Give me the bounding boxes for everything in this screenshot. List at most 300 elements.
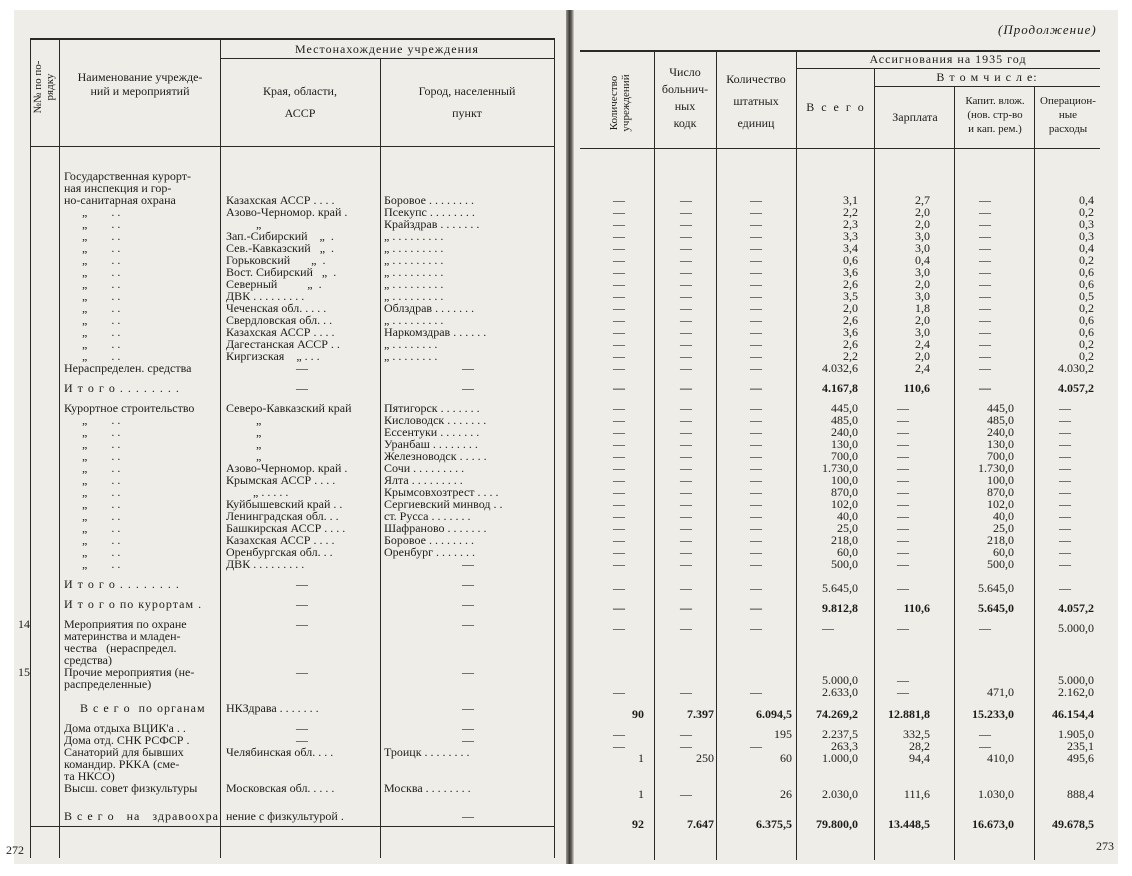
row-capital: 60,0 xyxy=(993,545,1014,559)
row-capital: 1.030,0 xyxy=(978,787,1014,801)
row-operating: — xyxy=(1059,401,1071,415)
row-salary: 3,0 xyxy=(915,241,930,255)
row-region: Челябинская обл. . . . xyxy=(226,745,334,759)
row-name: командир. РККА (сме- xyxy=(64,757,180,771)
row-count: — xyxy=(613,205,625,219)
row-region: „ xyxy=(226,437,262,451)
row-name: „ . . xyxy=(64,325,121,339)
row-operating: — xyxy=(1059,425,1071,439)
row-staff: — xyxy=(750,361,762,375)
row-staff: — xyxy=(750,205,762,219)
row-operating: 4.057,2 xyxy=(1058,601,1094,615)
row-region: Вост. Сибирский „ . xyxy=(226,265,337,279)
row-name: „ . . xyxy=(64,265,121,279)
row-salary: 28,2 xyxy=(909,739,930,753)
row-name: „ . . xyxy=(64,425,121,439)
row-beds: — xyxy=(680,313,692,327)
header-region: Края, области, АССР xyxy=(263,84,337,120)
row-capital: — xyxy=(979,381,991,395)
row-total: 100,0 xyxy=(831,473,858,487)
row-capital: 240,0 xyxy=(987,425,1014,439)
row-capital: 40,0 xyxy=(993,509,1014,523)
row-salary: — xyxy=(897,461,909,475)
row-region: Крымская АССР . . . . xyxy=(226,473,336,487)
row-name: „ . . xyxy=(64,229,121,243)
row-operating: 0,3 xyxy=(1079,229,1094,243)
row-beds: — xyxy=(680,265,692,279)
row-count: 90 xyxy=(632,707,644,721)
page-number-left: 272 xyxy=(6,843,24,857)
row-region: — xyxy=(296,721,308,735)
row-beds: — xyxy=(680,289,692,303)
row-count: — xyxy=(613,621,625,635)
row-total: 40,0 xyxy=(837,509,858,523)
row-salary: — xyxy=(897,557,909,571)
row-capital: — xyxy=(979,727,991,741)
row-count: — xyxy=(613,289,625,303)
row-operating: — xyxy=(1059,461,1071,475)
row-capital: — xyxy=(979,739,991,753)
row-city: Уранбаш . . . . . . . . xyxy=(384,437,478,451)
row-beds: — xyxy=(680,521,692,535)
row-region: Чеченская обл. . . . . xyxy=(226,301,327,315)
row-count: — xyxy=(613,545,625,559)
row-capital: 870,0 xyxy=(987,485,1014,499)
row-count: — xyxy=(613,193,625,207)
row-beds: — xyxy=(680,401,692,415)
row-city: Ялта . . . . . . . . . xyxy=(384,473,463,487)
row-capital: 700,0 xyxy=(987,449,1014,463)
row-count: — xyxy=(613,509,625,523)
row-capital: — xyxy=(979,349,991,363)
row-city: Боровое . . . . . . . . xyxy=(384,533,474,547)
row-name: И т о г о . . . . . . . . xyxy=(64,577,180,591)
row-salary: — xyxy=(897,485,909,499)
row-city: „ . . . . . . . . . xyxy=(384,241,444,255)
row-city: „ . . . . . . . . . xyxy=(384,253,444,267)
row-total: 2,3 xyxy=(843,217,858,231)
row-region: — xyxy=(296,597,308,611)
row-staff: — xyxy=(750,739,762,753)
row-salary: 110,6 xyxy=(903,601,930,615)
row-count: — xyxy=(613,265,625,279)
row-operating: 2.162,0 xyxy=(1058,685,1094,699)
row-staff: 6.094,5 xyxy=(756,707,792,721)
row-capital: — xyxy=(979,277,991,291)
row-salary: 12.881,8 xyxy=(888,707,930,721)
row-operating: 0,2 xyxy=(1079,253,1094,267)
row-operating: — xyxy=(1059,485,1071,499)
row-name: „ . . xyxy=(64,277,121,291)
row-region: Московская обл. . . . . xyxy=(226,781,335,795)
header-bed-count: Число больнич- ных кодк xyxy=(661,65,709,130)
row-staff: — xyxy=(750,557,762,571)
row-staff: — xyxy=(750,437,762,451)
row-city: Москва . . . . . . . . xyxy=(384,781,471,795)
row-region: Ленинградская обл. . . xyxy=(226,509,339,523)
row-city: „ . . . . . . . . . xyxy=(384,289,444,303)
row-region: — xyxy=(296,381,308,395)
row-beds: — xyxy=(680,253,692,267)
row-name: „ . . xyxy=(64,485,121,499)
row-beds: — xyxy=(680,581,692,595)
row-region: Зап.-Сибирский „ . xyxy=(226,229,334,243)
row-count: — xyxy=(613,361,625,375)
row-capital: 5.645,0 xyxy=(978,581,1014,595)
row-staff: — xyxy=(750,337,762,351)
row-total: 2.030,0 xyxy=(822,787,858,801)
row-staff: — xyxy=(750,533,762,547)
row-staff: — xyxy=(750,413,762,427)
row-city: Пятигорск . . . . . . . xyxy=(384,401,480,415)
row-city: — xyxy=(462,557,474,571)
row-staff: — xyxy=(750,313,762,327)
row-city: Сергиевский минвод . . xyxy=(384,497,503,511)
row-name: средства) xyxy=(64,653,112,667)
row-beds: — xyxy=(680,301,692,315)
row-count: — xyxy=(613,413,625,427)
row-capital: 1.730,0 xyxy=(978,461,1014,475)
row-beds: 7.647 xyxy=(687,817,714,831)
row-operating: 0,6 xyxy=(1079,313,1094,327)
row-operating: 0,4 xyxy=(1079,193,1094,207)
row-total: 5.000,0 xyxy=(822,673,858,687)
row-total: 3,3 xyxy=(843,229,858,243)
row-total: 25,0 xyxy=(837,521,858,535)
row-staff: — xyxy=(750,425,762,439)
row-name: „ . . xyxy=(64,205,121,219)
row-city: „ . . . . . . . . . xyxy=(384,277,444,291)
row-beds: 250 xyxy=(696,751,714,765)
row-operating: 5.000,0 xyxy=(1058,673,1094,687)
row-region: „ xyxy=(226,217,262,231)
row-count: — xyxy=(613,253,625,267)
row-capital: — xyxy=(979,289,991,303)
row-name: „ . . xyxy=(64,497,121,511)
row-staff: — xyxy=(750,229,762,243)
row-total: 3,5 xyxy=(843,289,858,303)
row-staff: — xyxy=(750,601,762,615)
header-capital: Капит. влож. (нов. стр-во и кап. рем.) xyxy=(965,95,1025,135)
row-salary: 3,0 xyxy=(915,265,930,279)
right-page xyxy=(574,10,1118,864)
row-operating: — xyxy=(1059,533,1071,547)
row-staff: 60 xyxy=(780,751,792,765)
row-salary: 13.448,5 xyxy=(888,817,930,831)
row-count: — xyxy=(613,425,625,439)
row-beds: — xyxy=(680,449,692,463)
row-name: материнства и младен- xyxy=(64,629,181,643)
row-name: Нераспределен. средства xyxy=(64,361,192,375)
row-city: — xyxy=(462,361,474,375)
row-name: Курортное строительство xyxy=(64,401,195,415)
row-name: распределенные) xyxy=(64,677,152,691)
row-region: Куйбышевский край . . xyxy=(226,497,343,511)
row-operating: 4.030,2 xyxy=(1058,361,1094,375)
row-region: „ xyxy=(226,449,262,463)
row-count: — xyxy=(613,739,625,753)
row-city: Псекупс . . . . . . . . xyxy=(384,205,475,219)
row-capital: 130,0 xyxy=(987,437,1014,451)
row-name: „ . . xyxy=(64,449,121,463)
row-capital: 471,0 xyxy=(987,685,1014,699)
row-beds: — xyxy=(680,621,692,635)
row-city: Боровое . . . . . . . . xyxy=(384,193,474,207)
row-count: — xyxy=(613,601,625,615)
row-salary: — xyxy=(897,401,909,415)
row-name: „ . . xyxy=(64,557,121,571)
row-city: Оренбург . . . . . . . xyxy=(384,545,475,559)
row-operating: 0,6 xyxy=(1079,325,1094,339)
row-name: „ . . xyxy=(64,437,121,451)
row-beds: — xyxy=(680,193,692,207)
row-salary: 1,8 xyxy=(915,301,930,315)
row-region: Северо-Кавказский край xyxy=(226,401,352,415)
header-city: Город, населенный пункт xyxy=(418,84,516,120)
row-count: — xyxy=(613,325,625,339)
row-name: „ . . xyxy=(64,241,121,255)
row-total: 240,0 xyxy=(831,425,858,439)
row-count: 92 xyxy=(632,817,644,831)
row-staff: — xyxy=(750,473,762,487)
row-region: Киргизская „ . . . xyxy=(226,349,320,363)
header-location: Местонахождение учреждения xyxy=(295,42,479,56)
row-region: Горьковский „ . xyxy=(226,253,326,267)
header-total: В с е г о xyxy=(806,100,866,114)
row-name: „ . . xyxy=(64,473,121,487)
continuation-note: (Продолжение) xyxy=(998,22,1097,37)
row-city: — xyxy=(462,577,474,591)
row-salary: 2,7 xyxy=(915,193,930,207)
row-beds: — xyxy=(680,601,692,615)
row-staff: — xyxy=(750,265,762,279)
row-salary: — xyxy=(897,521,909,535)
row-name: „ . . xyxy=(64,313,121,327)
row-salary: 2,0 xyxy=(915,349,930,363)
row-total: 870,0 xyxy=(831,485,858,499)
row-count: — xyxy=(613,497,625,511)
row-operating: 49.678,5 xyxy=(1052,817,1094,831)
row-count: — xyxy=(613,217,625,231)
row-count: — xyxy=(613,473,625,487)
row-capital: 410,0 xyxy=(987,751,1014,765)
row-name: В с е г о на здравоохра xyxy=(64,809,219,823)
row-city: Железноводск . . . . . xyxy=(384,449,487,463)
row-total: 130,0 xyxy=(831,437,858,451)
row-city: — xyxy=(462,733,474,747)
row-total: 485,0 xyxy=(831,413,858,427)
row-staff: — xyxy=(750,301,762,315)
row-beds: — xyxy=(680,485,692,499)
row-staff: — xyxy=(750,685,762,699)
row-total: 5.645,0 xyxy=(822,581,858,595)
row-name: Санаторий для бывших xyxy=(64,745,184,759)
row-city: — xyxy=(462,701,474,715)
row-operating: 0,6 xyxy=(1079,265,1094,279)
page-number-right: 273 xyxy=(1096,839,1114,853)
row-city: — xyxy=(462,597,474,611)
row-city: Крайздрав . . . . . . . xyxy=(384,217,480,231)
row-beds: — xyxy=(680,533,692,547)
row-number: 15 xyxy=(18,665,30,679)
row-staff: — xyxy=(750,381,762,395)
row-capital: — xyxy=(979,205,991,219)
row-city: Облздрав . . . . . . . xyxy=(384,301,475,315)
row-beds: — xyxy=(680,349,692,363)
row-staff: — xyxy=(750,241,762,255)
row-staff: — xyxy=(750,325,762,339)
row-total: 3,6 xyxy=(843,265,858,279)
row-count: — xyxy=(613,277,625,291)
row-region: Свердловская обл. . . xyxy=(226,313,333,327)
row-salary: — xyxy=(897,425,909,439)
row-staff: — xyxy=(750,289,762,303)
row-total: 9.812,8 xyxy=(822,601,858,615)
row-name: „ . . xyxy=(64,533,121,547)
row-staff: — xyxy=(750,277,762,291)
row-capital: — xyxy=(979,337,991,351)
row-salary: — xyxy=(897,413,909,427)
row-salary: — xyxy=(897,581,909,595)
row-salary: — xyxy=(897,437,909,451)
row-capital: — xyxy=(979,301,991,315)
row-name: Государственная курорт- xyxy=(64,169,191,183)
row-count: — xyxy=(613,337,625,351)
row-operating: — xyxy=(1059,437,1071,451)
row-total: — xyxy=(822,621,834,635)
row-staff: — xyxy=(750,461,762,475)
row-salary: 3,0 xyxy=(915,325,930,339)
row-capital: — xyxy=(979,253,991,267)
row-staff: — xyxy=(750,349,762,363)
row-count: — xyxy=(613,485,625,499)
row-salary: 2,0 xyxy=(915,205,930,219)
row-total: 2,6 xyxy=(843,337,858,351)
row-beds: — xyxy=(680,425,692,439)
row-operating: 0,5 xyxy=(1079,289,1094,303)
row-total: 102,0 xyxy=(831,497,858,511)
row-count: — xyxy=(613,241,625,255)
row-operating: 4.057,2 xyxy=(1058,381,1094,395)
row-count: — xyxy=(613,349,625,363)
row-count: — xyxy=(613,313,625,327)
row-staff: — xyxy=(750,193,762,207)
row-operating: — xyxy=(1059,557,1071,571)
row-capital: — xyxy=(979,325,991,339)
row-capital: 16.673,0 xyxy=(972,817,1014,831)
row-salary: — xyxy=(897,685,909,699)
row-capital: 5.645,0 xyxy=(978,601,1014,615)
row-city: — xyxy=(462,721,474,735)
row-beds: — xyxy=(680,727,692,741)
row-operating: 5.000,0 xyxy=(1058,621,1094,635)
row-total: 1.000,0 xyxy=(822,751,858,765)
row-region: — xyxy=(296,577,308,591)
row-capital: — xyxy=(979,621,991,635)
row-capital: — xyxy=(979,193,991,207)
row-staff: 195 xyxy=(774,727,792,741)
row-name: „ . . xyxy=(64,509,121,523)
header-name: Наименование учрежде- ний и мероприятий xyxy=(77,70,203,98)
row-salary: — xyxy=(897,533,909,547)
row-name: но-санитарная охрана xyxy=(64,193,176,207)
row-total: 445,0 xyxy=(831,401,858,415)
row-operating: 495,6 xyxy=(1067,751,1094,765)
row-salary: 2,4 xyxy=(915,361,930,375)
row-capital: — xyxy=(979,265,991,279)
row-total: 2,2 xyxy=(843,349,858,363)
row-total: 3,1 xyxy=(843,193,858,207)
row-total: 2,2 xyxy=(843,205,858,219)
row-beds: — xyxy=(680,473,692,487)
row-city: Крымсовхозтрест . . . . xyxy=(384,485,499,499)
row-region: — xyxy=(296,733,308,747)
row-beds: — xyxy=(680,739,692,753)
row-count: — xyxy=(613,581,625,595)
row-operating: 0,2 xyxy=(1079,337,1094,351)
row-total: 2.633,0 xyxy=(822,685,858,699)
book-spread xyxy=(6,10,1118,864)
row-total: 0,6 xyxy=(843,253,858,267)
row-count: — xyxy=(613,401,625,415)
row-name: „ . . xyxy=(64,253,121,267)
row-operating: 46.154,4 xyxy=(1052,707,1094,721)
row-count: — xyxy=(613,301,625,315)
row-name: „ . . xyxy=(64,289,121,303)
row-count: — xyxy=(613,449,625,463)
row-beds: — xyxy=(680,545,692,559)
row-count: — xyxy=(613,437,625,451)
header-including: В т о м ч и с л е: xyxy=(936,70,1038,84)
row-name: „ . . xyxy=(64,461,121,475)
row-name: Мероприятия по охране xyxy=(64,617,187,631)
row-name: Дома отд. СНК РСФСР . xyxy=(64,733,190,747)
row-salary: 94,4 xyxy=(909,751,930,765)
row-salary: — xyxy=(897,473,909,487)
row-city: Наркомздрав . . . . . . xyxy=(384,325,487,339)
row-salary: 0,4 xyxy=(915,253,930,267)
row-city: „ . . . . . . . . xyxy=(384,349,438,363)
row-count: 1 xyxy=(638,751,644,765)
row-salary: 2,0 xyxy=(915,217,930,231)
row-salary: — xyxy=(897,673,909,687)
row-operating: — xyxy=(1059,581,1071,595)
row-beds: — xyxy=(680,497,692,511)
row-region: ДВК . . . . . . . . . xyxy=(226,289,305,303)
row-total: 60,0 xyxy=(837,545,858,559)
row-name: Высш. совет физкультуры xyxy=(64,781,198,795)
row-city: — xyxy=(462,617,474,631)
row-staff: — xyxy=(750,521,762,535)
row-salary: — xyxy=(897,621,909,635)
row-total: 500,0 xyxy=(831,557,858,571)
row-name: ная инспекция и гор- xyxy=(64,181,172,195)
row-total: 263,3 xyxy=(831,739,858,753)
row-salary: 2,0 xyxy=(915,277,930,291)
row-count: — xyxy=(613,381,625,395)
row-city: „ . . . . . . . . . xyxy=(384,229,444,243)
row-staff: — xyxy=(750,449,762,463)
row-staff: 26 xyxy=(780,787,792,801)
row-capital: 218,0 xyxy=(987,533,1014,547)
row-total: 2,6 xyxy=(843,277,858,291)
row-capital: — xyxy=(979,313,991,327)
row-region: — xyxy=(296,617,308,631)
row-region: Оренбургская обл. . . xyxy=(226,545,333,559)
row-region: Дагестанская АССР . . xyxy=(226,337,340,351)
row-city: — xyxy=(462,381,474,395)
row-capital: 102,0 xyxy=(987,497,1014,511)
